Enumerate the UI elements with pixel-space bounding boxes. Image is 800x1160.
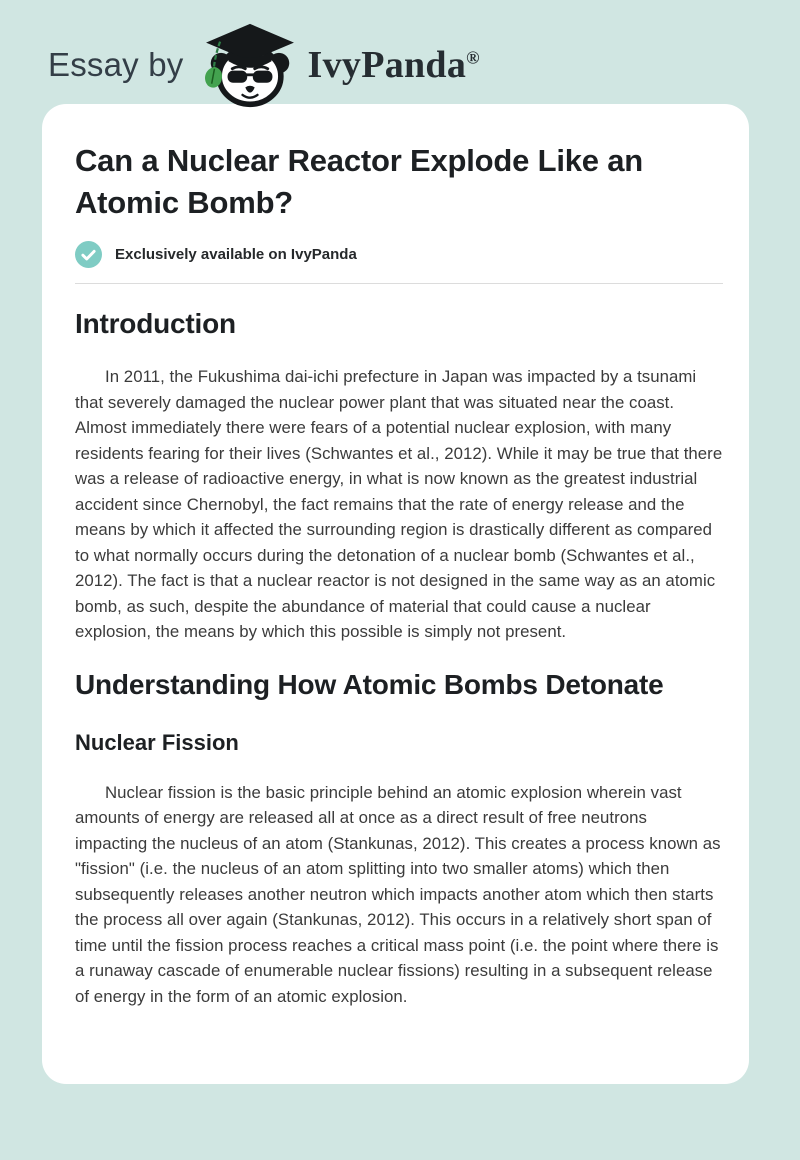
- brand-name: IvyPanda: [307, 44, 467, 86]
- panda-graduate-icon: [196, 22, 304, 108]
- brand-wordmark: [308, 43, 480, 87]
- exclusive-badge: [75, 241, 723, 268]
- subsection-heading: Nuclear Fission: [75, 729, 239, 755]
- intro-paragraph: In 2011, the Fukushima dai-ichi prefecture in Japan was impacted by a tsunami that severely damaged the nuclear power plant that was situated near the coast. Almost immediately there were fears of a potential nuclear explosion, with many residents fearing for their lives (Schwantes et al., 2012). While it may be true that there was a release of radioactive energy, in what is now known as the greatest industrial accident since Chernobyl, the fact remains that the rate of energy release and the means by which it affected the surrounding region is drastically different as compared to what normally occurs during the detonation of a nuclear bomb (Schwantes et al., 2012). The fact is that a nuclear reactor is not designed in the same way as an atomic bomb, as such, despite the abundance of material that could cause a nuclear explosion, the means by which this possible is simply not present.: [75, 367, 723, 641]
- divider: [75, 283, 723, 284]
- exclusive-badge-label: Exclusively available on IvyPanda: [115, 246, 357, 263]
- essay-card: [42, 104, 749, 1084]
- page-title: Can a Nuclear Reactor Explode Like an Atomic Bomb?: [75, 143, 644, 220]
- check-icon: [75, 241, 102, 268]
- header: [0, 0, 800, 104]
- registered-mark: ®: [466, 47, 480, 68]
- section-paragraph: Nuclear fission is the basic principle behind an atomic explosion wherein vast amounts of energy are released all at once as a direct result of free neutrons impacting the nucleus of an atom (Stankunas, 2012). This creates a process known as "fission" (i.e. the nucleus of an atom splitting into two smaller atoms) which then subsequently releases another neutron which impacts another atom which then starts the process all over again (Stankunas, 2012). This occurs in a relatively short span of time until the fission process reaches a critical mass point (i.e. the point where there is a runaway cascade of enumerable nuclear fissions) resulting in a subsequent release of energy in the form of an atomic explosion.: [75, 782, 721, 1006]
- section-heading: Understanding How Atomic Bombs Detonate: [75, 668, 664, 700]
- essay-by-label: Essay by: [48, 46, 184, 83]
- intro-heading: Introduction: [75, 308, 236, 339]
